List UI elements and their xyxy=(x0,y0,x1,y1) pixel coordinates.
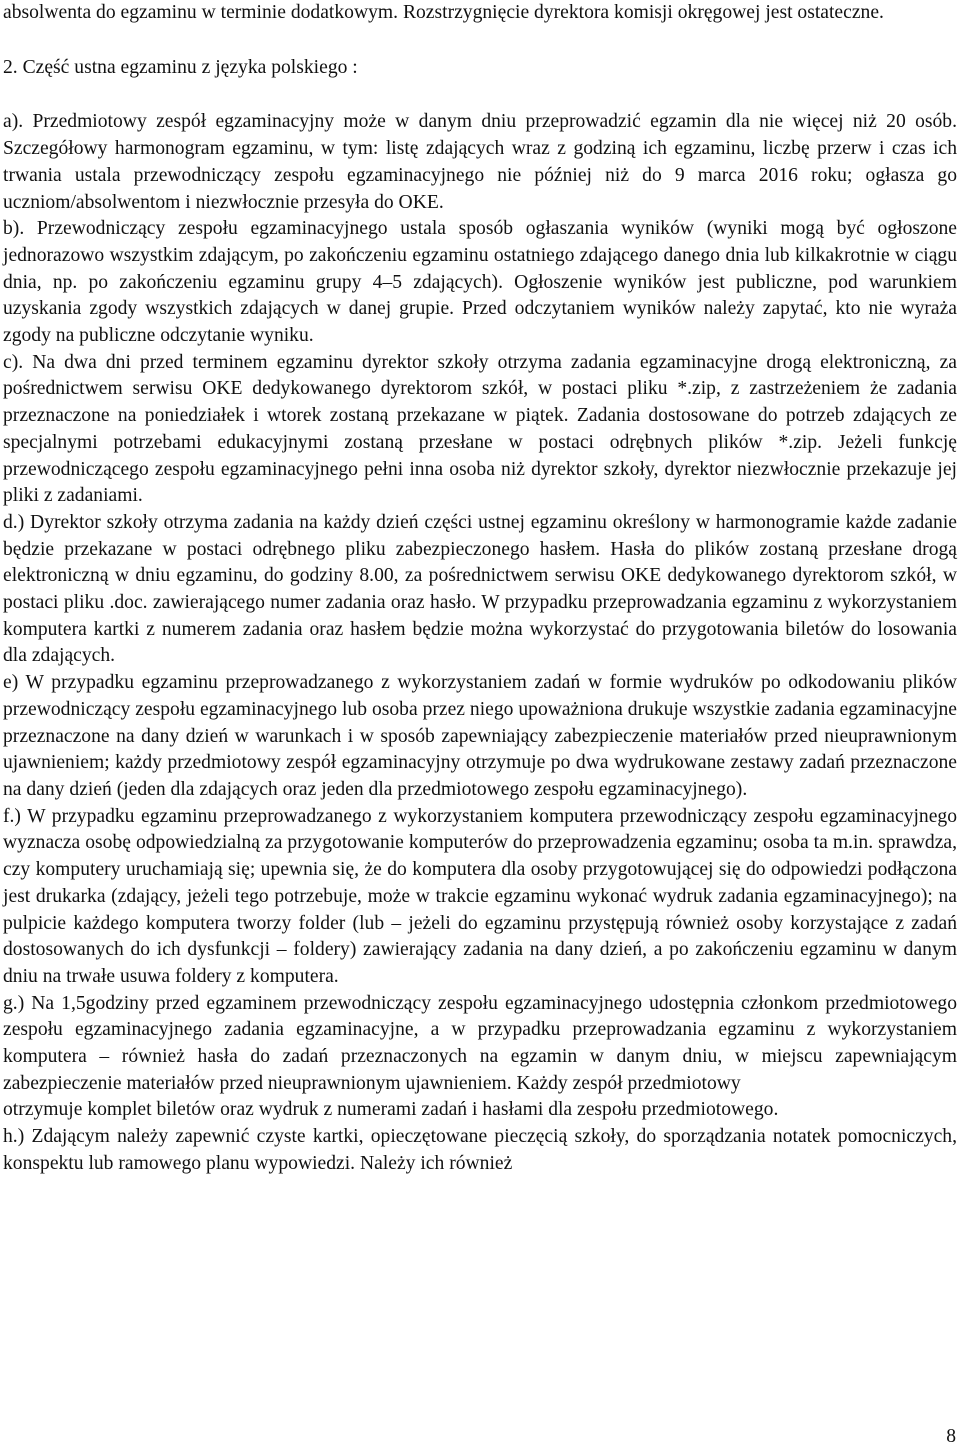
paragraph-a: a). Przedmiotowy zespół egzaminacyjny może w danym dniu przeprowadzić egzamin dla nie więcej niż 20 osób. Szczegółowy harmonogram egzaminu, w tym: listę zdających wraz z godziną ich egzaminu, liczbę przerw i czas ich trwania ustala przewodniczący zespołu egzaminacyjnego nie później niż do 9 marca 2016 roku; ogłasza go uczniom/absolwentom i niezwłocznie przesyła do OKE. xyxy=(3,111,957,213)
paragraph-d: d.) Dyrektor szkoły otrzyma zadania na każdy dzień części ustnej egzaminu określony w harmonogramie każde zadanie będzie przekazane w postaci odrębnego pliku zabezpieczonego hasłem. Hasła do plików zostaną przesłane drogą elektroniczną w dniu egzaminu, do godziny 8.00, za pośrednictwem serwisu OKE dedykowanego dyrektorom szkół, w postaci pliku .doc. zawierającego numer zadania oraz hasło. W przypadku przeprowadzania egzaminu z wykorzystaniem komputera kartki z numerem zadania oraz hasłem będzie można wykorzystać do przygotowania biletów do losowania dla zdających. xyxy=(3,511,957,667)
page-number: 8 xyxy=(946,1426,956,1447)
document-page xyxy=(3,0,957,1178)
paragraph-g: g.) Na 1,5godziny przed egzaminem przewodniczący zespołu egzaminacyjnego udostępnia członkom przedmiotowego zespołu egzaminacyjnego zadania egzaminacyjne, a w przypadku przeprowadzania egzaminu z wykorzystaniem komputera – również hasła do zadań przeznaczonych na egzamin w danym dniu, w miejscu zapewniającym zabezpieczenie materiałów przed nieuprawnionym ujawnieniem. Każdy zespół przedmiotowy xyxy=(3,992,957,1094)
paragraph-e: e) W przypadku egzaminu przeprowadzanego z wykorzystaniem zadań w formie wydruków po odkodowaniu plików przewodniczący zespołu egzaminacyjnego lub osoba przez niego upoważniona drukuje wszystkie zadania egzaminacyjne przeznaczone na dany dzień w warunkach i w sposób zapewniający zabezpieczenie materiałów przed nieuprawnionym ujawnieniem; każdy przedmiotowy zespół egzaminacyjny otrzymuje po dwa wydrukowane zestawy zadań przeznaczone na dany dzień (jeden dla zdających oraz jeden dla przedmiotowego zespołu egzaminacyjnego). xyxy=(3,672,957,800)
paragraph-c: c). Na dwa dni przed terminem egzaminu dyrektor szkoły otrzyma zadania egzaminacyjne drogą elektroniczną, za pośrednictwem serwisu OKE dedykowanego dyrektorom szkół, w postaci pliku *.zip, z zastrzeżeniem że zadania przeznaczone na poniedziałek i wtorek zostaną przekazane w piątek. Zadania dostosowane do potrzeb zdających ze specjalnymi potrzebami edukacyjnymi zostaną przesłane w postaci odrębnych plików *.zip. Jeżeli funkcję przewodniczącego zespołu egzaminacyjnego pełni inna osoba niż dyrektor szkoły, dyrektor niezwłocznie przekazuje jej pliki z zadaniami. xyxy=(3,351,957,507)
spacer xyxy=(3,27,957,55)
paragraph-g-continued: otrzymuje komplet biletów oraz wydruk z numerami zadań i hasłami dla zespołu przedmiotowego. xyxy=(3,1099,779,1121)
intro-paragraph: absolwenta do egzaminu w terminie dodatkowym. Rozstrzygnięcie dyrektora komisji okręgowej jest ostateczne. xyxy=(3,2,884,23)
spacer xyxy=(3,81,957,109)
paragraph-h: h.) Zdającym należy zapewnić czyste kartki, opieczętowane pieczęcią szkoły, do sporządzania notatek pomocniczych, konspektu lub ramowego planu wypowiedzi. Należy ich również xyxy=(3,1126,957,1174)
paragraph-b: b). Przewodniczący zespołu egzaminacyjnego ustala sposób ogłaszania wyników (wyniki mogą być ogłoszone jednorazowo wszystkim zdającym, po zakończeniu egzaminu ostatniego zdającego danego dnia lub kilkakrotnie w ciągu dnia, np. po zakończeniu egzaminu grupy 4–5 zdających). Ogłoszenie wyników jest publiczne, pod warunkiem uzyskania zgody wszystkich zdających w danej grupie. Przed odczytaniem wyników należy zapytać, kto nie wyraża zgody na publiczne odczytanie wyniku. xyxy=(3,218,957,347)
section-heading: 2. Część ustna egzaminu z języka polskiego : xyxy=(3,56,358,78)
paragraph-f: f.) W przypadku egzaminu przeprowadzanego z wykorzystaniem komputera przewodniczący zespołu egzaminacyjnego wyznacza osobę odpowiedzialną za przygotowanie komputerów do przeprowadzenia egzaminu; osoba ta m.in. sprawdza, czy komputery uruchamiają się; upewnia się, że do komputera dla osoby przygotowującej się do odpowiedzi podłączona jest drukarka (zdający, jeżeli tego potrzebuje, może w trakcie egzaminu wykonać wydruk zadania egzaminacyjnego); na pulpicie każdego komputera tworzy folder (lub – jeżeli do egzaminu przystępują również osoby korzystające z zadań dostosowanych do ich dysfunkcji – foldery) zawierający zadania na dany dzień, a po zakończeniu egzaminu w danym dniu na trwałe usuwa foldery z komputera. xyxy=(3,805,957,987)
